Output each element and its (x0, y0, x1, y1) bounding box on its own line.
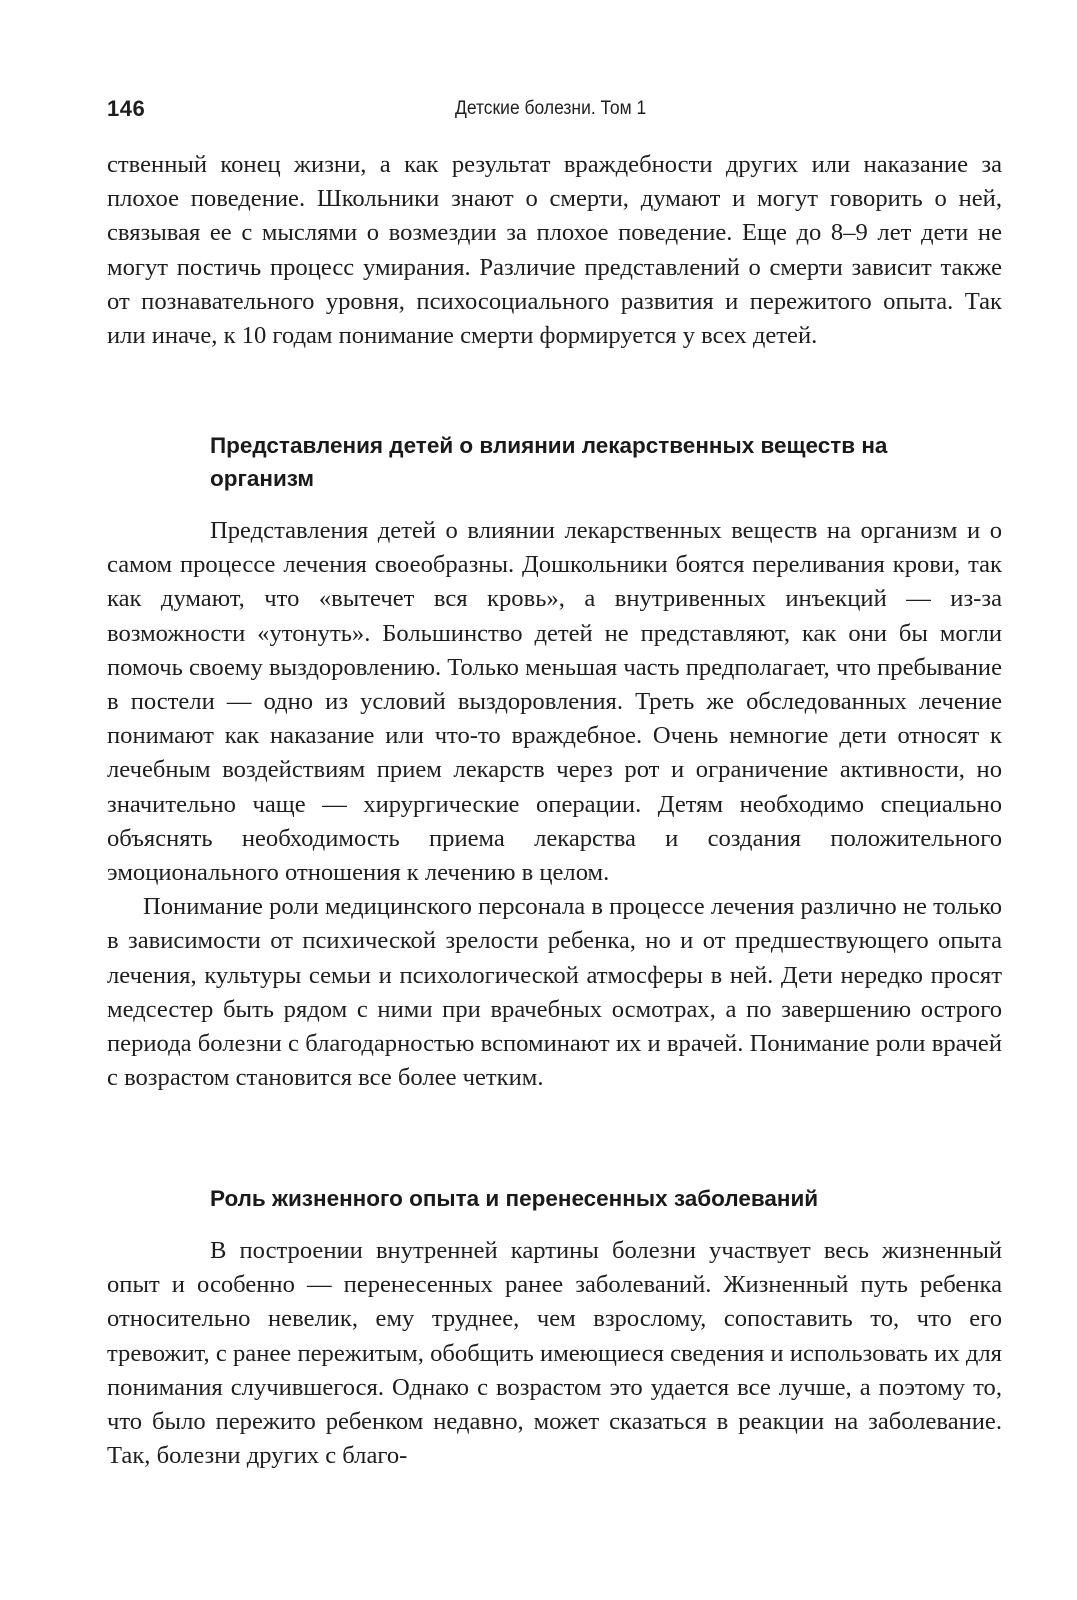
intro-text (107, 148, 1002, 353)
section-body-experience (107, 1234, 1002, 1473)
body-paragraph: Представления детей о влиянии лекарственных веществ на организм и о самом процессе лечения своеобразны. Дошкольники боятся переливания крови, так как думают, что «вытечет вся кровь», а внутривенных инъекций — из-за возможности «утонуть». Большинство детей не представляют, как они бы могли помочь своему выздоровлению. Только меньшая часть предполагает, что пребывание в постели — одно из условий выздоровления. Треть же обследованных лечение понимают как наказание или что-то враждебное. Очень немногие дети относят к лечебным воздействиям прием лекарств через рот и ограничение активности, но значительно чаще — хирургические операции. Детям необходимо специально объяснять необходимость приема лекарства и создания положительного эмоционального отношения к лечению в целом. (107, 517, 1002, 887)
book-title: Детские болезни. Том 1 (455, 98, 647, 119)
body-paragraph: Понимание роли медицинского персонала в процессе лечения различно не только в зависимости от психической зрелости ребенка, но и от предшествующего опыта лечения, культуры семьи и психологической атмосферы в ней. Дети нередко просят медсестер быть рядом с ними при врачебных осмотрах, а по завершению острого периода болезни с благодарностью вспоминают их и врачей. Понимание роли врачей с возрастом становится все более четким. (107, 893, 1002, 1092)
section-body-drugs (107, 514, 1002, 1095)
running-header (107, 96, 1002, 132)
intro-paragraph: ственный конец жизни, а как результат враждебности других или наказание за плохое поведение. Школьники знают о смерти, думают и могут говорить о ней, связывая ее с мыслями о возмездии за плохое поведение. Еще до 8–9 лет дети не могут постичь процесс умирания. Различие представлений о смерти зависит также от познавательного уровня, психосоциального развития и пережитого опыта. Так или иначе, к 10 годам понимание смерти формируется у всех детей. (107, 151, 1002, 350)
section-heading-experience: Роль жизненного опыта и перенесенных заболеваний (210, 1186, 819, 1211)
page-number: 146 (107, 96, 146, 121)
section-heading-drugs: Представления детей о влиянии лекарственных веществ на организм (210, 433, 888, 491)
body-paragraph: В построении внутренней картины болезни участвует весь жизненный опыт и особенно — перенесенных ранее заболеваний. Жизненный путь ребенка относительно невелик, ему труднее, чем взрослому, сопоставить то, что его тревожит, с ранее пережитым, обобщить имеющиеся сведения и использовать их для понимания случившегося. Однако с возрастом это удается все лучше, а поэтому то, что было пережито ребенком недавно, может сказаться в реакции на заболевание. Так, болезни других с благо- (107, 1237, 1002, 1470)
